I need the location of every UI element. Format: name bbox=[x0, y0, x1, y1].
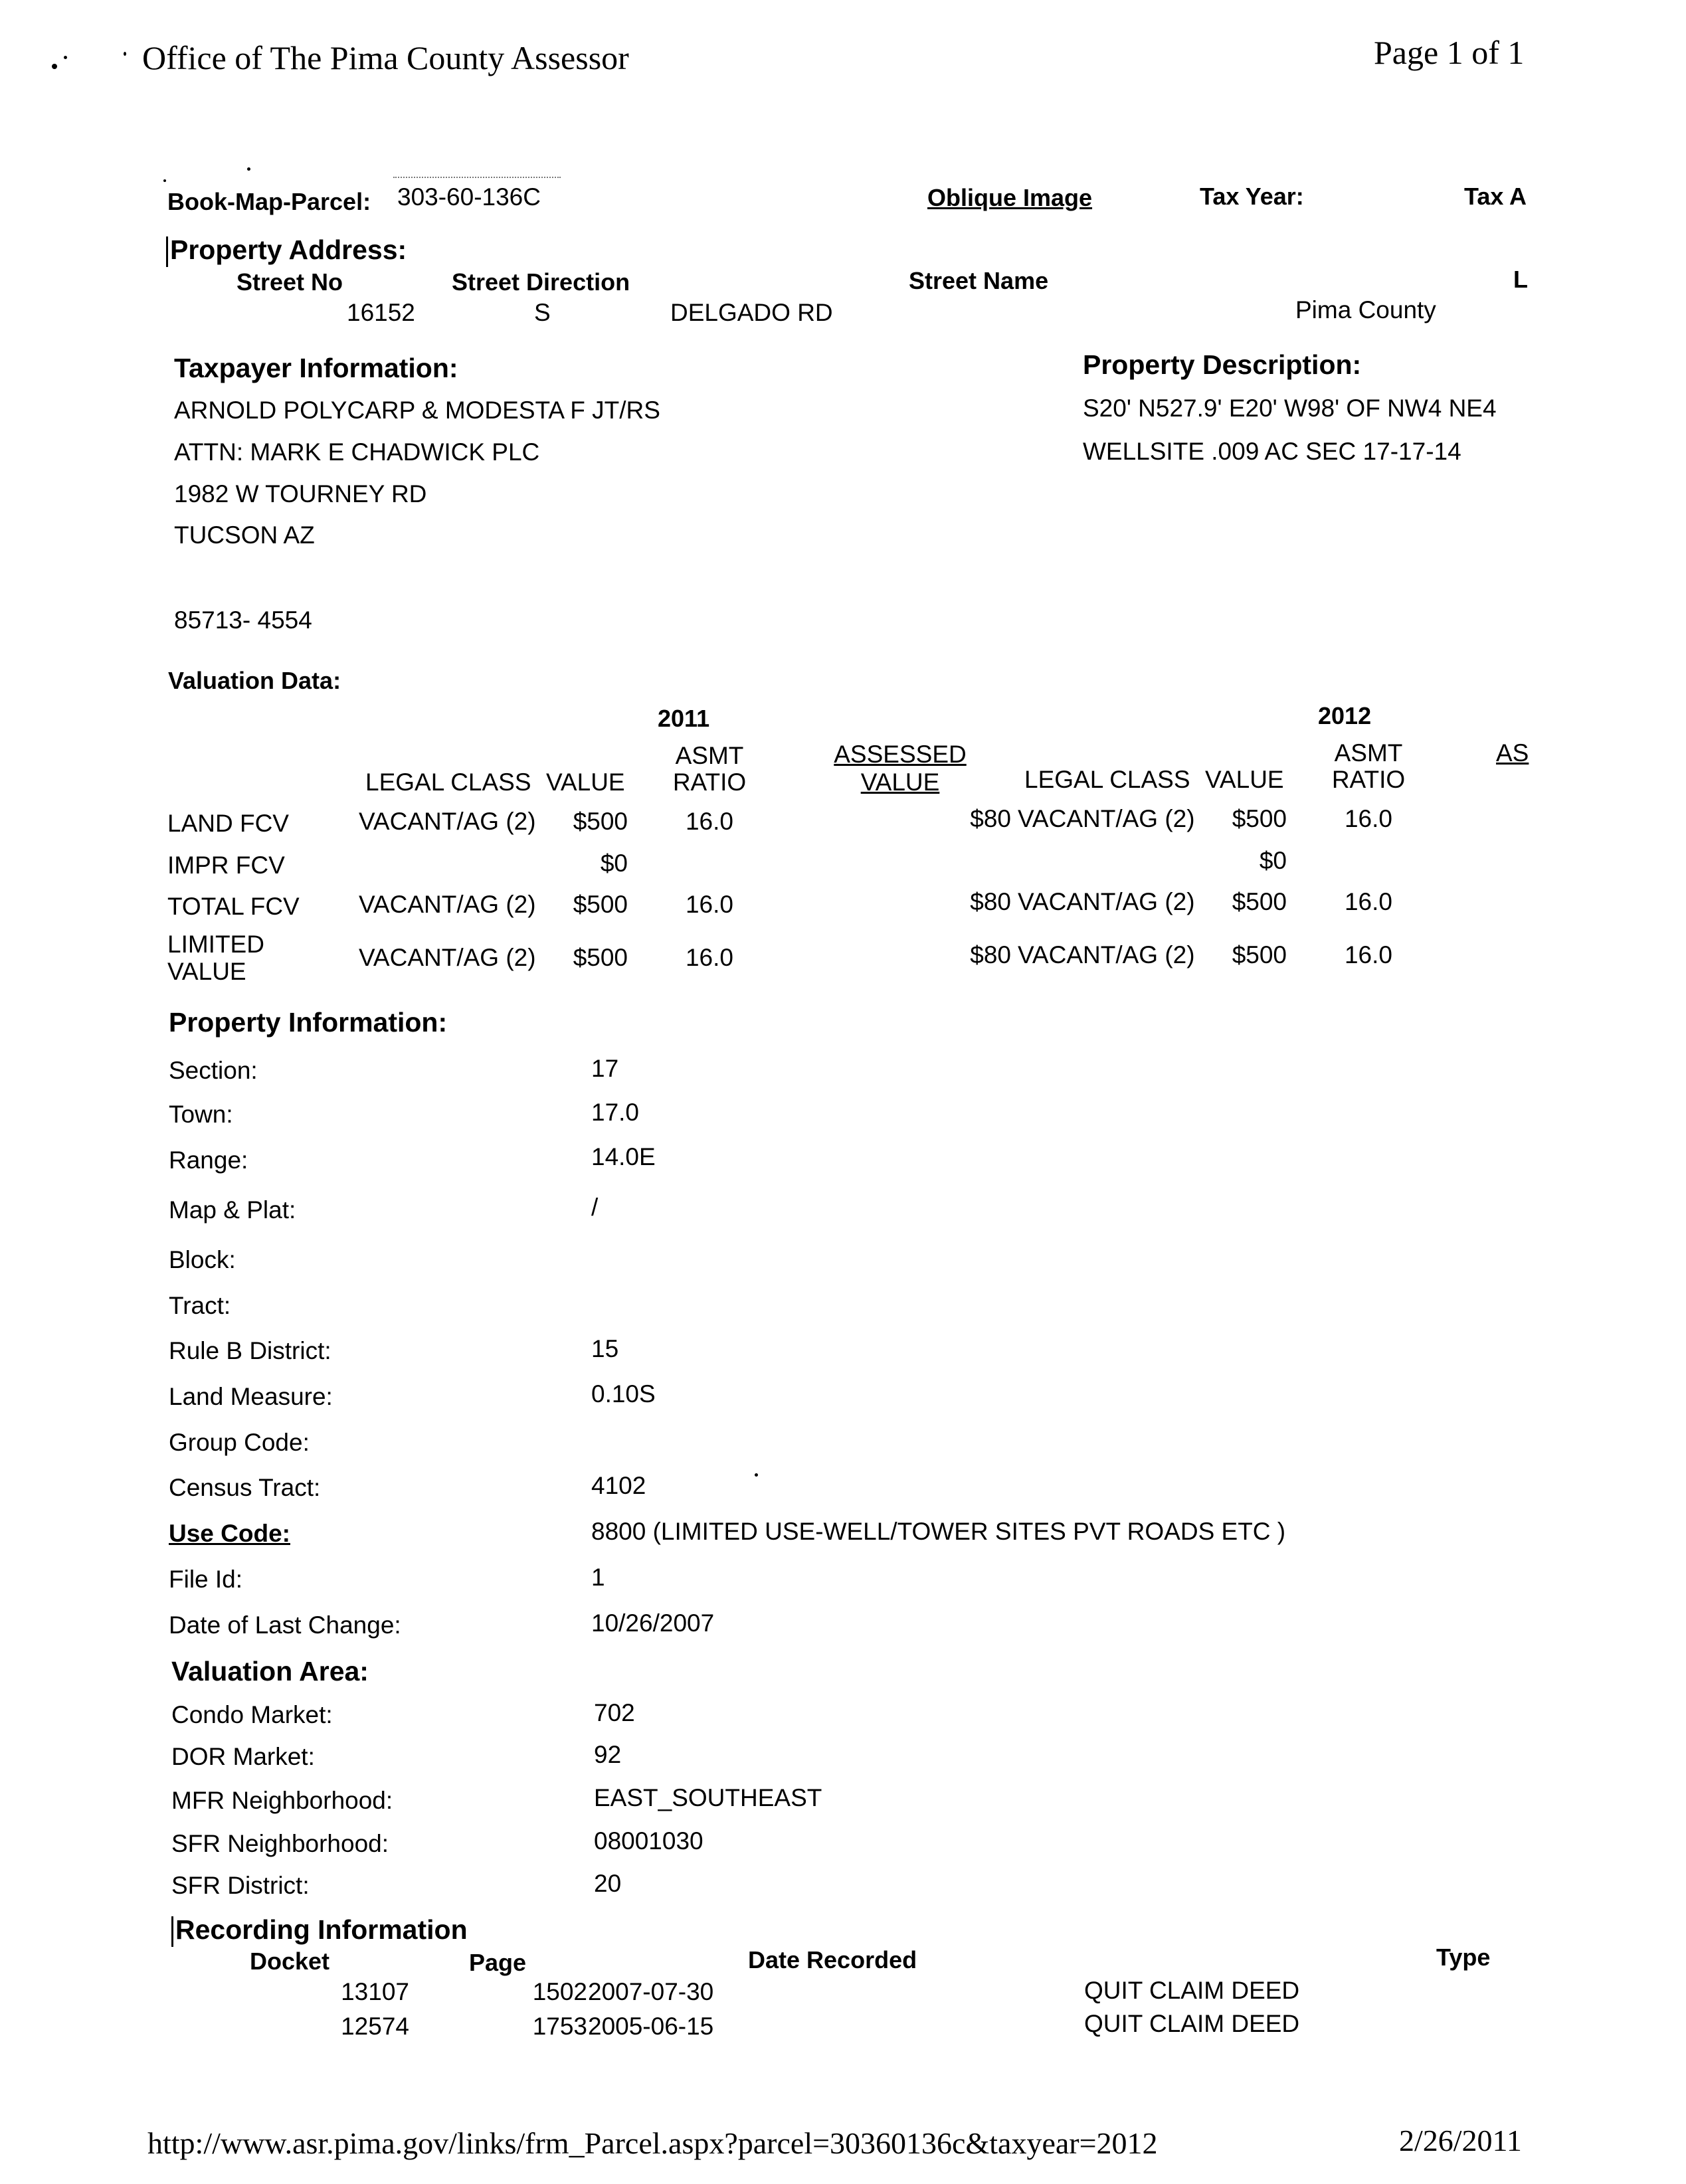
row-total-fcv-label: TOTAL FCV bbox=[167, 893, 300, 920]
last-change-label: Date of Last Change: bbox=[169, 1611, 401, 1639]
page-header: Page bbox=[469, 1949, 527, 1976]
row-land-fcv-ratio-2011: 16.0 bbox=[685, 808, 733, 835]
sfr-neighborhood-label: SFR Neighborhood: bbox=[171, 1830, 389, 1857]
valuation-title: Valuation Data: bbox=[168, 667, 341, 694]
mfr-neighborhood-label: MFR Neighborhood: bbox=[171, 1787, 393, 1814]
land-measure-value: 0.10S bbox=[591, 1380, 656, 1408]
street-name-value: DELGADO RD bbox=[670, 299, 833, 326]
row-impr-fcv-value-2011: $0 bbox=[600, 850, 628, 877]
section-marker bbox=[171, 1916, 173, 1947]
dor-market-label: DOR Market: bbox=[171, 1743, 315, 1770]
type-header: Type bbox=[1436, 1944, 1491, 1971]
map-plat-label: Map & Plat: bbox=[169, 1196, 296, 1224]
col-asmt-2012: ASMT bbox=[1334, 739, 1403, 767]
property-information-title: Property Information: bbox=[169, 1007, 448, 1038]
taxpayer-street: 1982 W TOURNEY RD bbox=[174, 480, 427, 507]
row-total-fcv-class-2012: VACANT/AG (2) bbox=[1018, 888, 1195, 915]
recording-1-date: 2007-07-30 bbox=[588, 1978, 714, 2005]
jurisdiction-value: Pima County bbox=[1295, 296, 1436, 323]
scan-speck bbox=[247, 167, 250, 171]
row-total-fcv-value-2012: $500 bbox=[1232, 888, 1287, 915]
census-tract-label: Census Tract: bbox=[169, 1474, 321, 1501]
col-asmt-2011: ASMT bbox=[675, 742, 744, 769]
recording-2-docket: 12574 bbox=[341, 2013, 409, 2040]
town-label: Town: bbox=[169, 1101, 233, 1128]
description-line-2: WELLSITE .009 AC SEC 17-17-14 bbox=[1083, 438, 1461, 465]
taxpayer-attn: ATTN: MARK E CHADWICK PLC bbox=[174, 438, 540, 466]
town-value: 17.0 bbox=[591, 1099, 640, 1126]
row-limited-label-1: LIMITED bbox=[167, 931, 264, 958]
bmp-value: 303-60-136C bbox=[397, 183, 541, 211]
last-change-value: 10/26/2007 bbox=[591, 1609, 715, 1637]
recording-2-type: QUIT CLAIM DEED bbox=[1084, 2010, 1300, 2037]
row-total-fcv-ratio-2011: 16.0 bbox=[685, 891, 733, 918]
file-id-label: File Id: bbox=[169, 1566, 243, 1593]
recording-2-date: 2005-06-15 bbox=[588, 2013, 714, 2040]
taxpayer-zip: 85713- 4554 bbox=[174, 606, 312, 634]
section-label: Section: bbox=[169, 1057, 258, 1084]
col-value-2012: VALUE bbox=[1205, 766, 1284, 793]
use-code-value: 8800 (LIMITED USE-WELL/TOWER SITES PVT ROADS ETC ) bbox=[591, 1518, 1286, 1545]
recording-1-docket: 13107 bbox=[341, 1978, 409, 2005]
row-limited-value-2011: $500 bbox=[573, 944, 628, 971]
recording-1-page: 1502 bbox=[532, 1978, 587, 2005]
col-value-2011: VALUE bbox=[546, 769, 625, 796]
street-direction-value: S bbox=[534, 299, 551, 326]
scan-speck bbox=[64, 56, 67, 59]
scan-speck bbox=[124, 52, 126, 56]
row-limited-class-2011: VACANT/AG (2) bbox=[359, 944, 536, 971]
condo-market-value: 702 bbox=[594, 1699, 635, 1726]
mfr-neighborhood-value: EAST_SOUTHEAST bbox=[594, 1784, 822, 1811]
map-plat-value: / bbox=[591, 1194, 599, 1221]
tax-year-label: Tax Year: bbox=[1200, 183, 1304, 210]
docket-header: Docket bbox=[250, 1948, 330, 1975]
truncated-column-label: L bbox=[1513, 266, 1528, 293]
rule-b-district-value: 15 bbox=[591, 1335, 619, 1362]
dor-market-value: 92 bbox=[594, 1741, 622, 1768]
street-no-value: 16152 bbox=[347, 299, 415, 326]
row-limited-value-2012: $500 bbox=[1232, 941, 1287, 968]
recording-title: Recording Information bbox=[175, 1914, 468, 1945]
row-land-fcv-value-2012: $500 bbox=[1232, 805, 1287, 832]
description-line-1: S20' N527.9' E20' W98' OF NW4 NE4 bbox=[1083, 395, 1497, 422]
group-code-label: Group Code: bbox=[169, 1429, 310, 1456]
recording-2-page: 1753 bbox=[532, 2013, 587, 2040]
row-limited-assessed-2011: $80 bbox=[970, 941, 1011, 968]
year-2012-label: 2012 bbox=[1318, 702, 1372, 729]
property-description-title: Property Description: bbox=[1083, 349, 1362, 380]
col-assessed-value-2011[interactable]: VALUE bbox=[860, 769, 940, 796]
row-land-fcv-class-2011: VACANT/AG (2) bbox=[359, 808, 536, 835]
col-ratio-2012: RATIO bbox=[1331, 766, 1406, 793]
footer-url: http://www.asr.pima.gov/links/frm_Parcel.aspx?parcel=30360136c&taxyear=2012 bbox=[147, 2126, 1158, 2160]
range-label: Range: bbox=[169, 1146, 248, 1174]
scan-speck bbox=[755, 1473, 758, 1477]
row-land-fcv-value-2011: $500 bbox=[573, 808, 628, 835]
use-code-link[interactable]: Use Code: bbox=[169, 1520, 290, 1547]
row-limited-ratio-2011: 16.0 bbox=[685, 944, 733, 971]
scan-speck bbox=[163, 179, 166, 182]
row-land-fcv-label: LAND FCV bbox=[167, 810, 289, 837]
footer-date: 2/26/2011 bbox=[1399, 2124, 1522, 2157]
row-land-fcv-class-2012: VACANT/AG (2) bbox=[1018, 805, 1195, 832]
row-land-fcv-assessed-2011: $80 bbox=[970, 805, 1011, 832]
taxpayer-name: ARNOLD POLYCARP & MODESTA F JT/RS bbox=[174, 397, 660, 424]
sfr-district-label: SFR District: bbox=[171, 1872, 310, 1899]
row-land-fcv-ratio-2012: 16.0 bbox=[1344, 805, 1392, 832]
property-address-title: Property Address: bbox=[170, 234, 407, 265]
street-name-label: Street Name bbox=[909, 267, 1049, 294]
land-measure-label: Land Measure: bbox=[169, 1383, 333, 1410]
condo-market-label: Condo Market: bbox=[171, 1701, 333, 1728]
recording-1-type: QUIT CLAIM DEED bbox=[1084, 1977, 1300, 2004]
date-recorded-header: Date Recorded bbox=[748, 1946, 917, 1973]
file-id-value: 1 bbox=[591, 1564, 605, 1591]
col-legal-class-2012: LEGAL CLASS bbox=[1024, 766, 1190, 793]
row-limited-ratio-2012: 16.0 bbox=[1344, 941, 1392, 968]
row-total-fcv-class-2011: VACANT/AG (2) bbox=[359, 891, 536, 918]
taxpayer-title: Taxpayer Information: bbox=[174, 353, 458, 383]
sfr-district-value: 20 bbox=[594, 1870, 622, 1897]
block-label: Block: bbox=[169, 1246, 236, 1273]
range-value: 14.0E bbox=[591, 1143, 656, 1170]
tract-label: Tract: bbox=[169, 1292, 231, 1319]
scan-speck bbox=[52, 64, 57, 69]
tax-area-label: Tax A bbox=[1464, 183, 1527, 210]
street-direction-label: Street Direction bbox=[452, 268, 630, 296]
census-tract-value: 4102 bbox=[591, 1472, 646, 1499]
row-impr-fcv-label: IMPR FCV bbox=[167, 852, 285, 879]
sfr-neighborhood-value: 08001030 bbox=[594, 1827, 703, 1855]
col-legal-class-2011: LEGAL CLASS bbox=[365, 769, 531, 796]
taxpayer-city: TUCSON AZ bbox=[174, 521, 315, 549]
rule-b-district-label: Rule B District: bbox=[169, 1337, 331, 1364]
bmp-label: Book-Map-Parcel: bbox=[167, 188, 371, 215]
row-impr-fcv-value-2012: $0 bbox=[1259, 847, 1287, 874]
col-assessed-2012-cut[interactable]: AS bbox=[1496, 739, 1529, 767]
street-no-label: Street No bbox=[236, 268, 343, 296]
row-total-fcv-assessed-2011: $80 bbox=[970, 888, 1011, 915]
page-indicator: Page 1 of 1 bbox=[1374, 34, 1525, 71]
row-limited-class-2012: VACANT/AG (2) bbox=[1018, 941, 1195, 968]
section-value: 17 bbox=[591, 1055, 619, 1082]
row-limited-label-2: VALUE bbox=[167, 958, 246, 985]
section-marker bbox=[166, 236, 168, 267]
year-2011-label: 2011 bbox=[658, 705, 710, 732]
row-total-fcv-value-2011: $500 bbox=[573, 891, 628, 918]
office-title: Office of The Pima County Assessor bbox=[142, 39, 629, 76]
oblique-image-link[interactable]: Oblique Image bbox=[927, 184, 1093, 211]
col-ratio-2011: RATIO bbox=[672, 769, 747, 796]
row-total-fcv-ratio-2012: 16.0 bbox=[1344, 888, 1392, 915]
valuation-area-title: Valuation Area: bbox=[171, 1656, 369, 1686]
col-assessed-2011[interactable]: ASSESSED bbox=[834, 741, 967, 768]
